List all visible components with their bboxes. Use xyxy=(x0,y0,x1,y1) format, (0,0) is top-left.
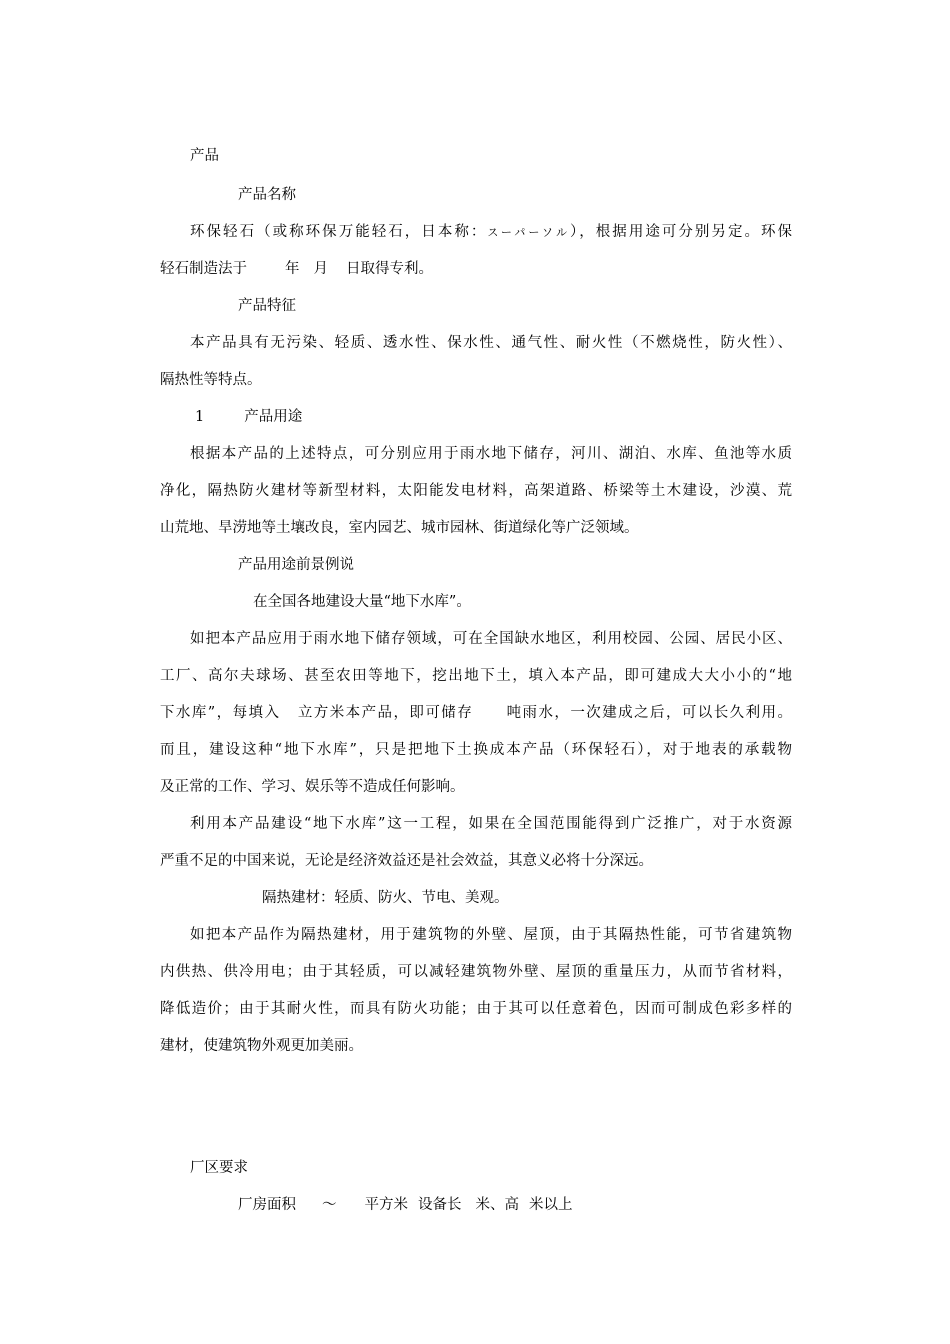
section-heading-plant: 厂区要求 xyxy=(190,1160,248,1176)
subheading-underground-reservoir: 在全国各地建设大量“地下水库”。 xyxy=(253,594,471,610)
paragraph-line: 轻石制造法于 年 月 日取得专利。 xyxy=(160,261,433,277)
paragraph-line: 根据本产品的上述特点，可分别应用于雨水地下储存，河川、湖泊、水库、鱼池等水质 xyxy=(190,446,792,462)
paragraph-line: 严重不足的中国来说，无论是经济效益还是社会效益，其意义必将十分深远。 xyxy=(160,853,653,869)
paragraph-line: 净化，隔热防火建材等新型材料，太阳能发电材料，高架道路、桥梁等土木建设，沙漠、荒 xyxy=(160,483,792,499)
paragraph-line: 山荒地、旱涝地等土壤改良，室内园艺、城市园林、街道绿化等广泛领域。 xyxy=(160,520,639,536)
paragraph-line: 降低造价；由于其耐火性，而具有防火功能；由于其可以任意着色，因而可制成色彩多样的 xyxy=(160,1001,792,1017)
paragraph-line: 下水库”，每填入 立方米本产品，即可储存 吨雨水，一次建成之后，可以长久利用。 xyxy=(160,705,792,721)
paragraph-line: 利用本产品建设“地下水库”这一工程，如果在全国范围能得到广泛推广，对于水资源 xyxy=(190,816,792,832)
paragraph-line: 建材，使建筑物外观更加美丽。 xyxy=(160,1038,363,1054)
paragraph-line: 隔热性等特点。 xyxy=(160,372,262,388)
paragraph-line: 而且，建设这种“地下水库”，只是把地下土换成本产品（环保轻石），对于地表的承载物 xyxy=(160,742,792,758)
paragraph-line: 环保轻石（或称环保万能轻石，日本称：スーパーソル），根据用途可分别另定。环保 xyxy=(190,224,793,240)
paragraph-line: 内供热、供冷用电；由于其轻质，可以减轻建筑物外壁、屋顶的重量压力，从而节省材料， xyxy=(160,964,792,980)
paragraph-line: 如把本产品作为隔热建材，用于建筑物的外壁、屋顶，由于其隔热性能，可节省建筑物 xyxy=(190,927,792,943)
paragraph-line: 本产品具有无污染、轻质、透水性、保水性、通气性、耐火性（不燃烧性，防火性）、 xyxy=(190,335,792,351)
subheading-use-prospects: 产品用途前景例说 xyxy=(238,557,354,573)
section-heading-product: 产品 xyxy=(190,148,219,164)
subheading-product-features: 产品特征 xyxy=(238,298,296,314)
subheading-insulation: 隔热建材：轻质、防火、节电、美观。 xyxy=(262,890,509,906)
subheading-product-use: 1 产品用途 xyxy=(195,409,303,425)
paragraph-line: 工厂、高尔夫球场、甚至农田等地下，挖出地下土，填入本产品，即可建成大大小小的“地 xyxy=(160,668,792,684)
paragraph-line: 如把本产品应用于雨水地下储存领域，可在全国缺水地区，利用校园、公园、居民小区、 xyxy=(190,631,792,647)
paragraph-line: 及正常的工作、学习、娱乐等不造成任何影响。 xyxy=(160,779,465,795)
plant-requirements-line: 厂房面积 ～ 平方米 设备长 米、高 米以上 xyxy=(238,1197,573,1213)
subheading-product-name: 产品名称 xyxy=(238,187,296,203)
